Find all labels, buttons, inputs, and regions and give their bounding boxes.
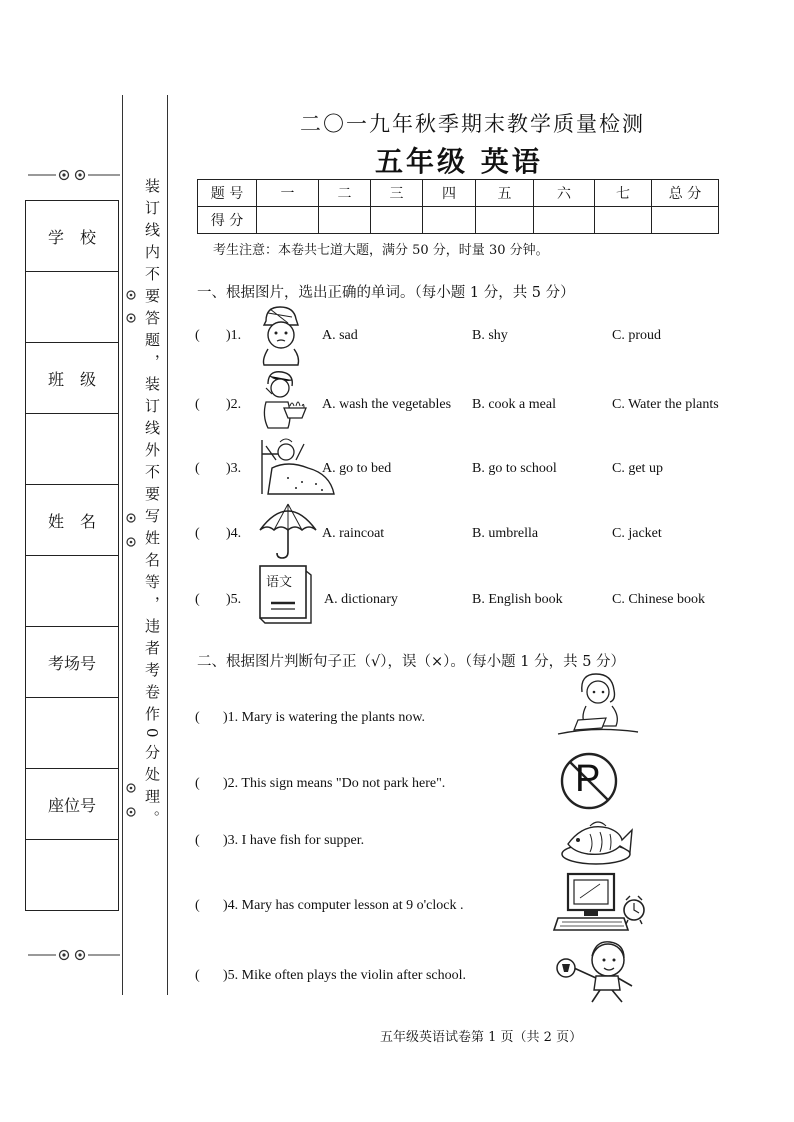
exam-room-label: 考场号 <box>26 627 119 698</box>
score-col-2: 二 <box>319 180 371 207</box>
seat-field[interactable] <box>26 840 119 911</box>
score-cell[interactable] <box>652 207 719 234</box>
score-col-6: 六 <box>534 180 595 207</box>
seat-label: 座位号 <box>26 769 119 840</box>
statement-4: )4. Mary has computer lesson at 9 o'clock . <box>223 898 464 913</box>
answer-bracket[interactable]: ( <box>195 833 200 848</box>
statement-3: )3. I have fish for supper. <box>223 833 365 848</box>
binding-line-left <box>122 95 123 995</box>
statement-5: )5. Mike often plays the violin after school. <box>223 968 466 983</box>
ornament-bottom <box>28 948 120 965</box>
fish-plate-icon <box>560 814 636 872</box>
answer-bracket[interactable]: ( <box>195 461 200 476</box>
option-b: B. go to school <box>472 461 557 476</box>
statement-2: )2. This sign means "Do not park here". <box>223 776 446 791</box>
question-number: )3. <box>226 461 242 476</box>
binding-line-right <box>167 95 168 995</box>
score-col-7: 七 <box>595 180 652 207</box>
score-col-5: 五 <box>476 180 534 207</box>
score-col-label: 题 号 <box>198 180 257 207</box>
option-c: C. Chinese book <box>612 592 705 607</box>
class-field[interactable] <box>26 414 119 485</box>
binding-dots <box>124 288 138 832</box>
exam-notice: 考生注意：本卷共七道大题，满分 50 分，时量 30 分钟。 <box>213 243 549 258</box>
answer-bracket[interactable]: ( <box>195 328 200 343</box>
option-a: A. sad <box>322 328 358 343</box>
score-cell[interactable] <box>371 207 423 234</box>
score-col-1: 一 <box>257 180 319 207</box>
name-label: 姓 名 <box>26 485 119 556</box>
school-field[interactable] <box>26 272 119 343</box>
option-b: B. shy <box>472 328 508 343</box>
score-cell[interactable] <box>595 207 652 234</box>
option-c: C. Water the plants <box>612 397 719 412</box>
score-table <box>197 179 719 234</box>
sign-letter: P <box>575 758 601 800</box>
answer-bracket[interactable]: ( <box>195 898 200 913</box>
option-c: C. get up <box>612 461 663 476</box>
score-col-3: 三 <box>371 180 423 207</box>
page-footer: 五年级英语试卷第 1 页（共 2 页） <box>380 1030 583 1045</box>
score-value-row <box>198 207 719 234</box>
answer-bracket[interactable]: ( <box>195 526 200 541</box>
book-label: 语文 <box>266 575 293 590</box>
question-number: )1. <box>226 328 242 343</box>
option-a: A. dictionary <box>324 592 398 607</box>
option-b: B. cook a meal <box>472 397 556 412</box>
chinese-book-icon <box>257 563 313 625</box>
option-a: A. raincoat <box>322 526 385 541</box>
boy-face-icon <box>258 303 304 369</box>
option-c: C. jacket <box>612 526 662 541</box>
score-cell[interactable] <box>319 207 371 234</box>
cooking-girl-icon <box>258 368 310 434</box>
ornament-top <box>28 168 120 185</box>
class-label: 班 级 <box>26 343 119 414</box>
exam-title: 二〇一九年秋季期末教学质量检测 <box>300 112 645 136</box>
option-a: A. wash the vegetables <box>322 397 452 412</box>
computer-clock-icon <box>554 872 650 938</box>
section2-title: 二、根据图片判断句子正（√），误（×）。（每小题 1 分，共 5 分） <box>197 654 626 670</box>
score-col-4: 四 <box>423 180 476 207</box>
score-col-total: 总 分 <box>652 180 719 207</box>
question-number: )5. <box>226 592 242 607</box>
score-cell[interactable] <box>476 207 534 234</box>
answer-bracket[interactable]: ( <box>195 776 200 791</box>
name-field[interactable] <box>26 556 119 627</box>
student-info-table <box>25 200 119 911</box>
girl-writing-icon <box>556 668 640 742</box>
answer-bracket[interactable]: ( <box>195 710 200 725</box>
no-parking-sign-icon <box>560 752 618 810</box>
section1-title: 一、根据图片，选出正确的单词。（每小题 1 分，共 5 分） <box>197 285 575 301</box>
option-b: B. English book <box>472 592 563 607</box>
boy-football-icon <box>552 938 638 1010</box>
exam-subtitle: 五年级 英语 <box>375 145 543 178</box>
school-label: 学 校 <box>26 201 119 272</box>
score-header-row <box>198 180 719 207</box>
score-cell[interactable] <box>423 207 476 234</box>
score-row-label: 得 分 <box>198 207 257 234</box>
option-a: A. go to bed <box>322 461 392 476</box>
score-cell[interactable] <box>257 207 319 234</box>
umbrella-icon <box>258 500 318 564</box>
option-b: B. umbrella <box>472 526 539 541</box>
answer-bracket[interactable]: ( <box>195 968 200 983</box>
answer-bracket[interactable]: ( <box>195 592 200 607</box>
option-c: C. proud <box>612 328 661 343</box>
question-number: )4. <box>226 526 242 541</box>
score-cell[interactable] <box>534 207 595 234</box>
binding-notice: 装订线内不要答题，装订线外不要写姓名等，违者考卷作0分处理。 <box>143 178 161 833</box>
question-number: )2. <box>226 397 242 412</box>
answer-bracket[interactable]: ( <box>195 397 200 412</box>
exam-room-field[interactable] <box>26 698 119 769</box>
statement-1: )1. Mary is watering the plants now. <box>223 710 426 725</box>
